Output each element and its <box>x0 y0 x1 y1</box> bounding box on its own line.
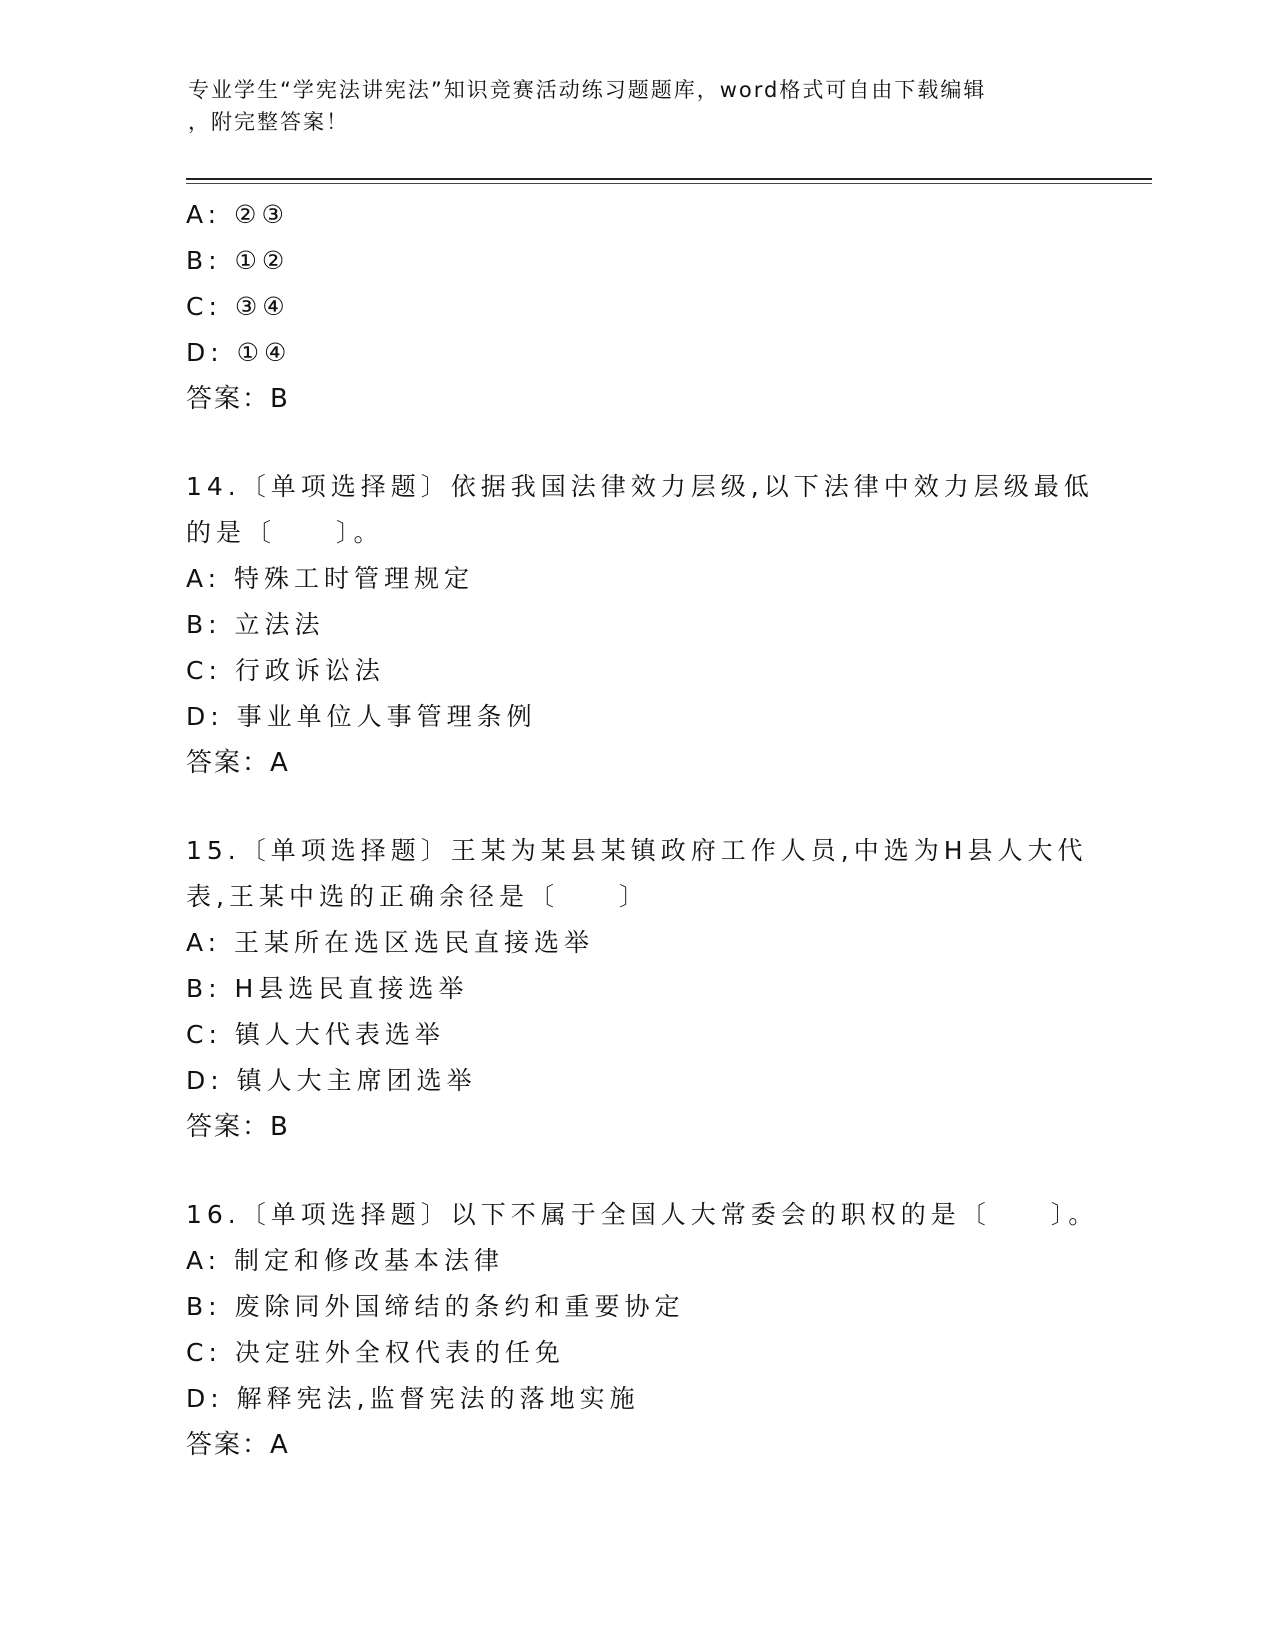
document-header <box>188 74 1068 138</box>
option-a: A: ②③ <box>186 200 289 229</box>
question-stem-line-1: 16.〔单项选择题〕以下不属于全国人大常委会的职权的是〔 〕。 <box>186 1200 1099 1229</box>
answer: 答案：B <box>186 384 290 414</box>
header-divider-thin <box>186 183 1152 184</box>
option-c: C: 行政诉讼法 <box>186 656 385 685</box>
option-d: D: 解释宪法,监督宪法的落地实施 <box>186 1384 640 1413</box>
option-b: B: 废除同外国缔结的条约和重要协定 <box>186 1292 685 1321</box>
answer: 答案：A <box>186 748 290 778</box>
option-a: A: 制定和修改基本法律 <box>186 1246 505 1275</box>
question-stem-line-2: 表,王某中选的正确余径是〔 〕 <box>186 882 649 911</box>
question-stem-line-1: 14.〔单项选择题〕依据我国法律效力层级,以下法律中效力层级最低 <box>186 472 1094 501</box>
spacer <box>186 422 1086 464</box>
header-title-line-1: 专业学生“学宪法讲宪法”知识竞赛活动练习题题库，word格式可自由下载编辑 <box>188 78 987 102</box>
question-15 <box>186 828 1086 1150</box>
option-b: B: 立法法 <box>186 610 325 639</box>
question-list <box>186 192 1099 1468</box>
answer: 答案：A <box>186 1430 290 1460</box>
option-c: C: ③④ <box>186 292 290 321</box>
answer: 答案：B <box>186 1112 290 1142</box>
question-16 <box>186 1192 1099 1468</box>
option-b: B: H县选民直接选举 <box>186 974 469 1003</box>
option-d: D: ①④ <box>186 338 292 367</box>
header-divider-thick <box>186 178 1152 180</box>
option-b: B: ①② <box>186 246 290 275</box>
question-14 <box>186 464 1094 786</box>
header-title-line-2: ，附完整答案！ <box>188 110 349 134</box>
question-stem-line-1: 15.〔单项选择题〕王某为某县某镇政府工作人员,中选为H县人大代 <box>186 836 1088 865</box>
option-c: C: 决定驻外全权代表的任免 <box>186 1338 565 1367</box>
question-13 <box>186 192 1086 422</box>
spacer <box>186 1150 1086 1192</box>
option-a: A: 特殊工时管理规定 <box>186 564 475 593</box>
option-c: C: 镇人大代表选举 <box>186 1020 445 1049</box>
option-d: D: 镇人大主席团选举 <box>186 1066 477 1095</box>
spacer <box>186 786 1086 828</box>
question-stem-line-2: 的是〔 〕。 <box>186 518 384 547</box>
option-d: D: 事业单位人事管理条例 <box>186 702 537 731</box>
option-a: A: 王某所在选区选民直接选举 <box>186 928 595 957</box>
